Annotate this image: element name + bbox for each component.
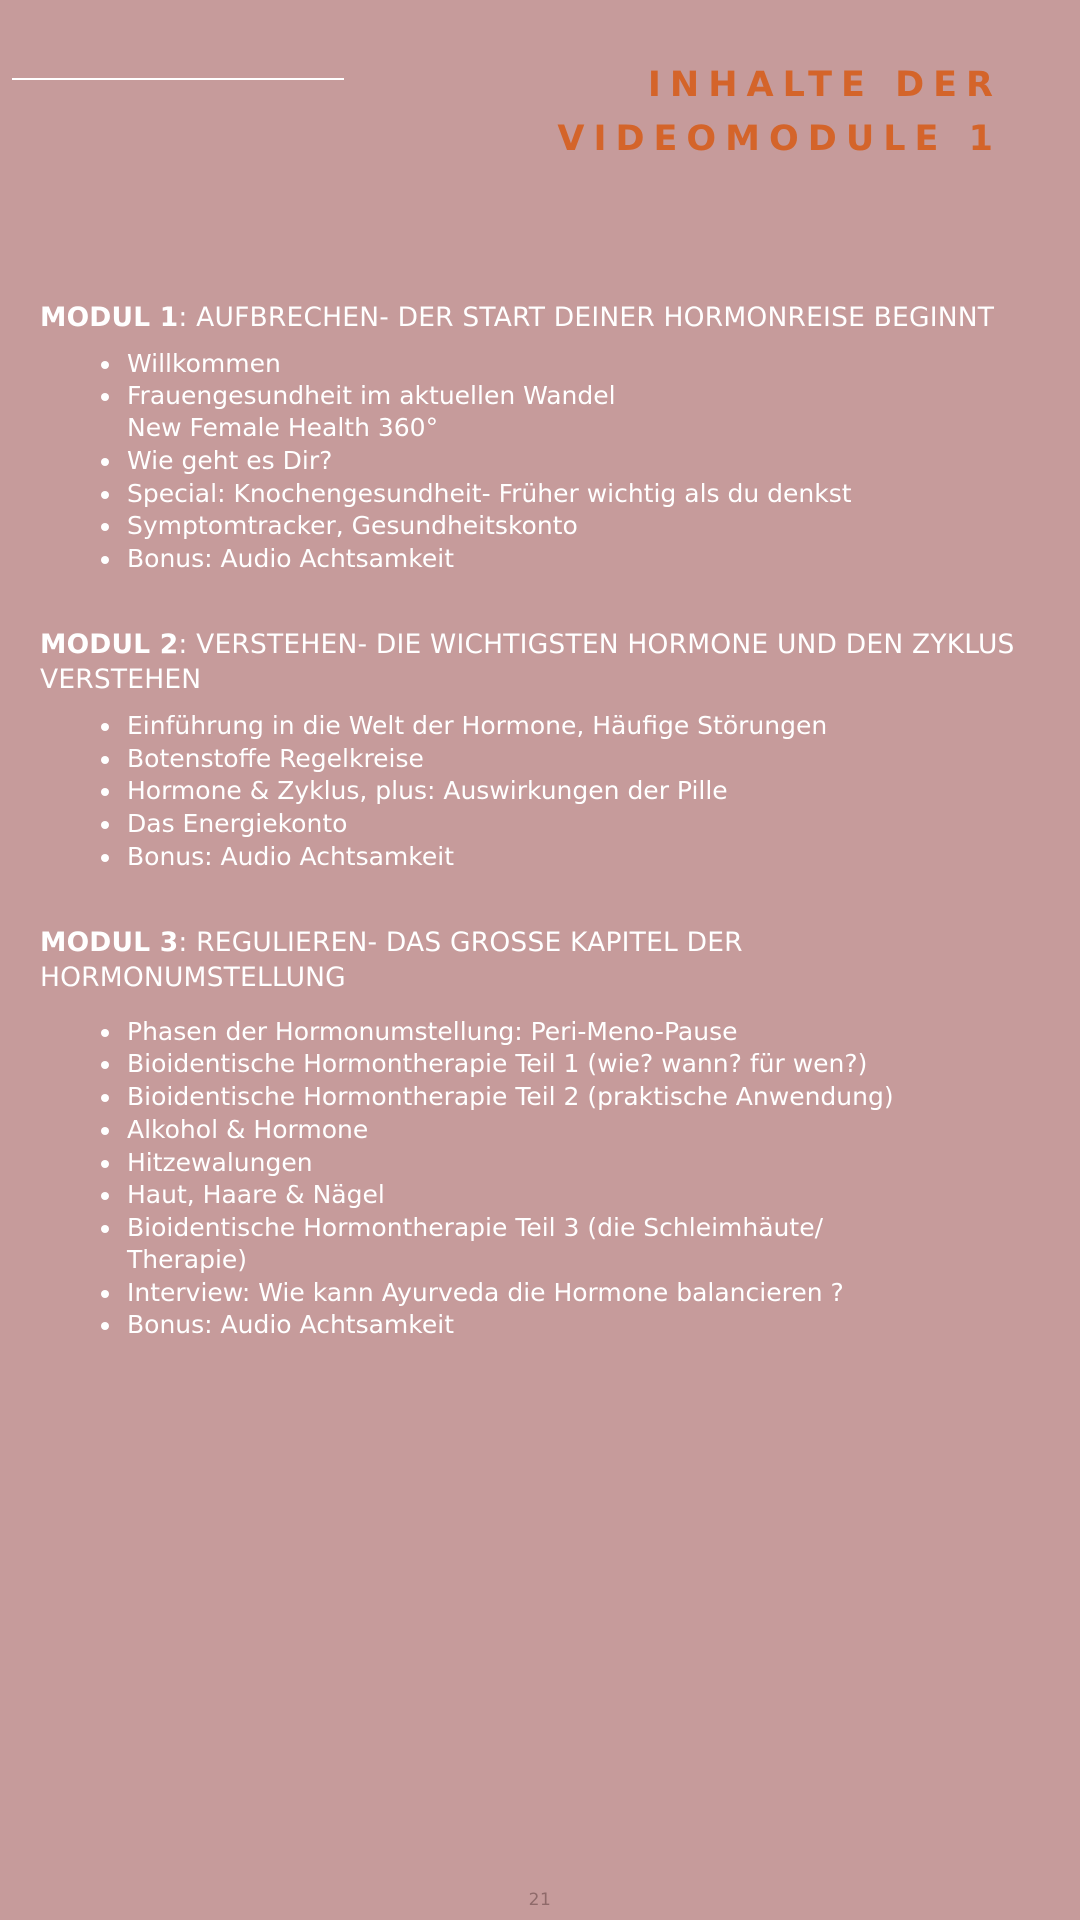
list-item — [95, 1309, 1040, 1341]
list-item — [95, 380, 1040, 444]
list-item-text: Bioidentische Hormontherapie Teil 2 (praktische Anwendung) — [127, 1082, 894, 1111]
header-rule — [12, 78, 344, 80]
module-section — [40, 627, 1040, 873]
module-label: MODUL 2 — [40, 628, 179, 660]
list-item — [95, 1048, 1040, 1080]
module-title: REGULIEREN- DAS GROSSE KAPITEL DER HORMONUMSTELLUNG — [40, 926, 743, 993]
module-section — [40, 300, 1040, 575]
module-heading — [40, 627, 1040, 698]
module-title: AUFBRECHEN- DER START DEINER HORMONREISE BEGINNT — [196, 302, 995, 333]
list-item-text: Alkohol & Hormone — [127, 1114, 369, 1144]
list-item — [95, 478, 1040, 510]
list-item — [95, 543, 1040, 575]
list-item-text: Das Energiekonto — [127, 809, 348, 838]
page-title: INHALTE DER VIDEOMODULE 1 — [557, 65, 1002, 160]
module-separator: : — [178, 302, 197, 333]
module-section — [40, 925, 1040, 1342]
list-item-text: Special: Knochengesundheit- Früher wichtig als du denkst — [127, 478, 852, 508]
list-item-text: Hitzewalungen — [127, 1147, 313, 1177]
list-item-text: Symptomtracker, Gesundheitskonto — [127, 511, 578, 541]
list-item-text: Einführung in die Welt der Hormone, Häufige Störungen — [127, 710, 828, 740]
module-items — [40, 710, 1040, 873]
list-item-text: Wie geht es Dir? — [127, 445, 333, 475]
list-item — [95, 808, 1040, 840]
list-item — [95, 1179, 1040, 1211]
list-item-continuation: Therapie) — [127, 1244, 248, 1274]
module-heading — [40, 300, 1040, 336]
list-item-text: Frauengesundheit im aktuellen Wandel — [127, 381, 616, 411]
list-item-text: Bonus: Audio Achtsamkeit — [127, 1310, 455, 1340]
list-item — [95, 1081, 1040, 1113]
list-item-text: Hormone & Zyklus, plus: Auswirkungen der Pille — [127, 776, 728, 806]
module-title: VERSTEHEN- DIE WICHTIGSTEN HORMONE UND DEN ZYKLUS VERSTEHEN — [40, 628, 1015, 696]
list-item — [95, 1147, 1040, 1179]
list-item-text: Bonus: Audio Achtsamkeit — [127, 544, 455, 573]
module-list — [40, 300, 1040, 1385]
list-item-continuation: New Female Health 360° — [127, 413, 439, 442]
module-heading — [40, 925, 1040, 996]
list-item-text: Bonus: Audio Achtsamkeit — [127, 841, 455, 871]
list-item — [95, 743, 1040, 775]
list-item — [95, 775, 1040, 807]
list-item — [95, 1212, 1040, 1276]
list-item-text: Phasen der Hormonumstellung: Peri-Meno-Pause — [127, 1016, 738, 1046]
list-item — [95, 1277, 1040, 1309]
list-item-text: Interview: Wie kann Ayurveda die Hormone balancieren ? — [127, 1277, 844, 1307]
list-item — [95, 445, 1040, 477]
list-item — [95, 1114, 1040, 1146]
module-separator: : — [178, 628, 197, 660]
list-item — [95, 841, 1040, 873]
list-item — [95, 510, 1040, 542]
list-item-text: Bioidentische Hormontherapie Teil 1 (wie? wann? für wen?) — [127, 1049, 868, 1079]
module-items — [40, 348, 1040, 575]
list-item — [95, 710, 1040, 742]
list-item-text: Botenstoffe Regelkreise — [127, 743, 424, 773]
list-item — [95, 348, 1040, 380]
list-item-text: Haut, Haare & Nägel — [127, 1180, 385, 1210]
list-item — [95, 1016, 1040, 1048]
page-number: 21 — [528, 1890, 552, 1910]
list-item-text: Willkommen — [127, 348, 281, 378]
module-items — [40, 1016, 1040, 1342]
module-separator: : — [178, 926, 197, 958]
list-item-text: Bioidentische Hormontherapie Teil 3 (die Schleimhäute/ — [127, 1213, 824, 1242]
module-label: MODUL 3 — [40, 926, 179, 958]
module-label: MODUL 1 — [40, 302, 179, 333]
